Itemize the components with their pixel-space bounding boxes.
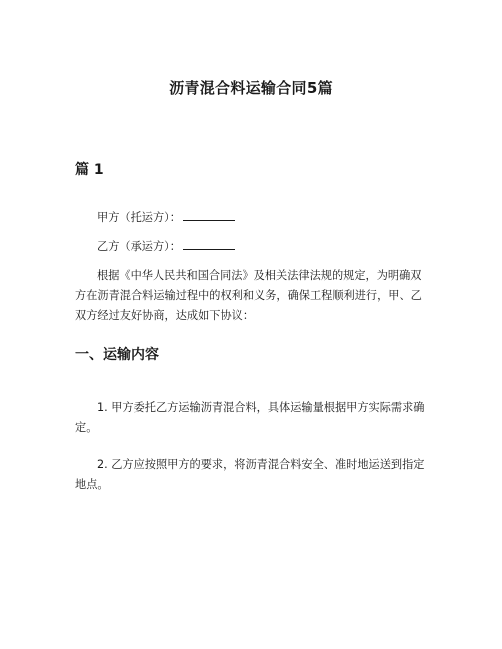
party-b-line	[75, 237, 430, 257]
part-heading: 篇 1	[75, 162, 104, 178]
intro-paragraph: 根据《中华人民共和国合同法》及相关法律法规的规定，为明确双方在沥青混合料运输过程中的权利和义务，确保工程顺利进行，甲、乙双方经过友好协商，达成如下协议：	[75, 269, 422, 322]
party-a-line	[75, 208, 430, 228]
document-title: 沥青混合料运输合同5篇	[169, 79, 333, 97]
party-a-label: 甲方（托运方）：	[97, 211, 181, 224]
party-b-blank	[183, 238, 235, 250]
party-b-label: 乙方（承运方）：	[97, 240, 181, 253]
party-a-blank	[183, 209, 235, 221]
section-heading-transport-content: 一、运输内容	[75, 347, 159, 363]
clause-item-2: 2. 乙方应按照甲方的要求，将沥青混合料安全、准时地运送到指定地点。	[75, 458, 425, 491]
clause-item-1: 1. 甲方委托乙方运输沥青混合料，具体运输量根据甲方实际需求确定。	[75, 401, 425, 434]
